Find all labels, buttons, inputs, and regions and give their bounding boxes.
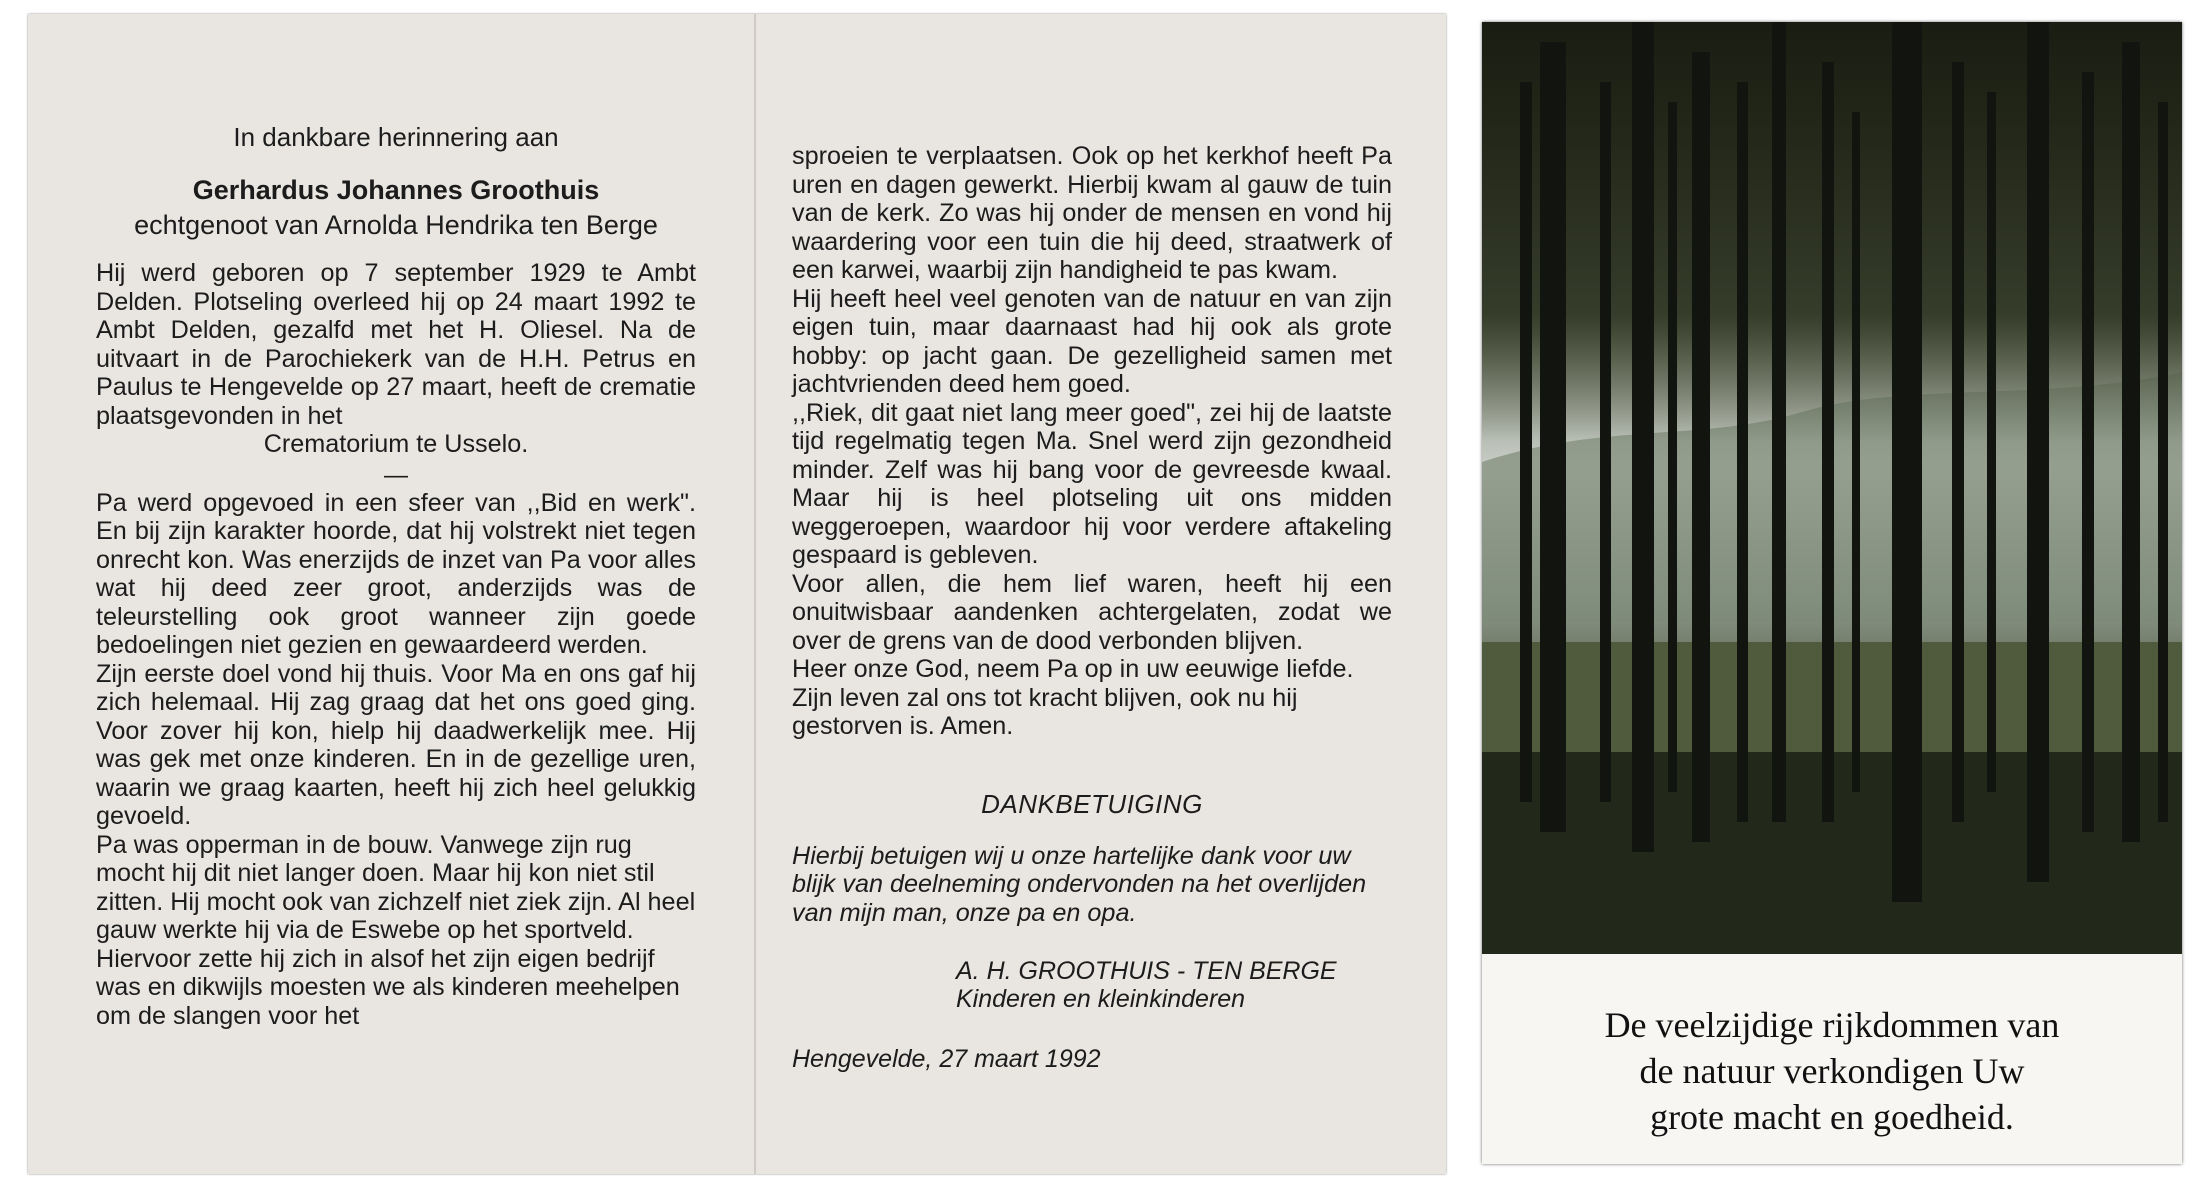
place-date: Hengevelde, 27 maart 1992 bbox=[792, 1045, 1101, 1073]
spouse-line: echtgenoot van Arnolda Hendrika ten Berge bbox=[134, 210, 658, 240]
right-page bbox=[792, 142, 1392, 1074]
thanks-text: Hierbij betuigen wij u onze hartelijke dank voor uw blijk van deelneming ondervonden na het overlijden van mijn man, onze pa en opa. bbox=[792, 841, 1367, 927]
intro-text: In dankbare herinnering aan bbox=[233, 122, 559, 152]
life-paragraph: Voor allen, die hem lief waren, heeft hij een onuitwisbaar aandenken achtergelaten, zodat we over de grens van de dood verbonden blijven. bbox=[792, 569, 1392, 655]
signature bbox=[792, 957, 1392, 1013]
life-paragraph: sproeien te verplaatsen. Ook op het kerkhof heeft Pa uren en dagen gewerkt. Hierbij kwam al gauw de tuin van de kerk. Zo was hij onder de mensen en vond hij waardering voor een tuin die hij deed, straatwerk of een karwei, waarbij zijn handigheid te pas kwam. bbox=[792, 142, 1392, 284]
birth-paragraph: Hij werd geboren op 7 september 1929 te Ambt Delden. Plotseling overleed hij op 24 maart 1992 te Ambt Delden, gezalfd met het H. Oliesel. Na de uitvaart in de Parochiekerk van de H.H. Petrus en Paulus te Hengevelde op 27 maart, heeft de crematie plaatsgevonden in het bbox=[96, 259, 696, 430]
caption-line: De veelzijdige rijkdommen van bbox=[1604, 1005, 2060, 1045]
card-fold-line bbox=[754, 14, 756, 1174]
signature-family: Kinderen en kleinkinderen bbox=[956, 985, 1246, 1013]
life-paragraph: Hij heeft heel veel genoten van de natuur en van zijn eigen tuin, maar daarnaast had hij ook als grote hobby: op jacht gaan. De gezelligheid samen met jachtvrienden deed hem goed. bbox=[792, 284, 1392, 398]
caption-line: de natuur verkondigen Uw bbox=[1639, 1051, 2025, 1091]
thanks-title: DANKBETUIGING bbox=[981, 788, 1203, 819]
forest-photo bbox=[1482, 22, 2182, 954]
deceased-name: Gerhardus Johannes Groothuis bbox=[192, 175, 600, 205]
memorial-card-inside bbox=[28, 14, 1446, 1174]
memorial-card-front bbox=[1482, 22, 2182, 1164]
life-paragraph: Zijn eerste doel vond hij thuis. Voor Ma en ons gaf hij zich helemaal. Hij zag graag dat het ons goed ging. Voor zover hij kon, hielp hij daadwerkelijk mee. Hij was gek met onze kinderen. En in de gezellige uren, waarin we graag kaarten, heeft hij zich heel gelukkig gevoeld. bbox=[96, 659, 696, 830]
caption-line: grote macht en goedheid. bbox=[1650, 1097, 2014, 1137]
divider: — bbox=[384, 461, 408, 489]
life-paragraph: ,,Riek, dit gaat niet lang meer goed", zei hij de laatste tijd regelmatig tegen Ma. Snel werd zijn gezondheid minder. Zelf was hij bang voor de gevreesde kwaal. Maar hij is heel plotseling uit ons midden weggeroepen, waardoor hij voor verdere aftakeling gespaard is gebleven. bbox=[792, 398, 1392, 569]
signature-name: A. H. GROOTHUIS - TEN BERGE bbox=[956, 957, 1337, 985]
photo-caption bbox=[1482, 1002, 2182, 1140]
left-page bbox=[96, 122, 696, 1030]
prayer-paragraph: Heer onze God, neem Pa op in uw eeuwige liefde. Zijn leven zal ons tot kracht blijven, ook nu hij gestorven is. Amen. bbox=[792, 655, 1354, 740]
life-paragraph: Pa was opperman in de bouw. Vanwege zijn rug mocht hij dit niet langer doen. Maar hij kon niet stil zitten. Hij mocht ook van zichzelf niet ziek zijn. Al heel gauw werkte hij via de Eswebe op het sportveld. Hiervoor zette hij zich in alsof het zijn eigen bedrijf was en dikwijls moesten we als kinderen meehelpen om de slangen voor het bbox=[96, 830, 696, 1030]
life-paragraph: Pa werd opgevoed in een sfeer van ,,Bid en werk". En bij zijn karakter hoorde, dat hij volstrekt niet tegen onrecht kon. Was enerzijds de inzet van Pa voor alles wat hij deed zeer groot, anderzijds was de teleurstelling ook groot wanneer zijn goede bedoelingen niet gezien en gewaardeerd werden. bbox=[96, 488, 696, 659]
crematorium-line: Crematorium te Usselo. bbox=[263, 430, 529, 458]
